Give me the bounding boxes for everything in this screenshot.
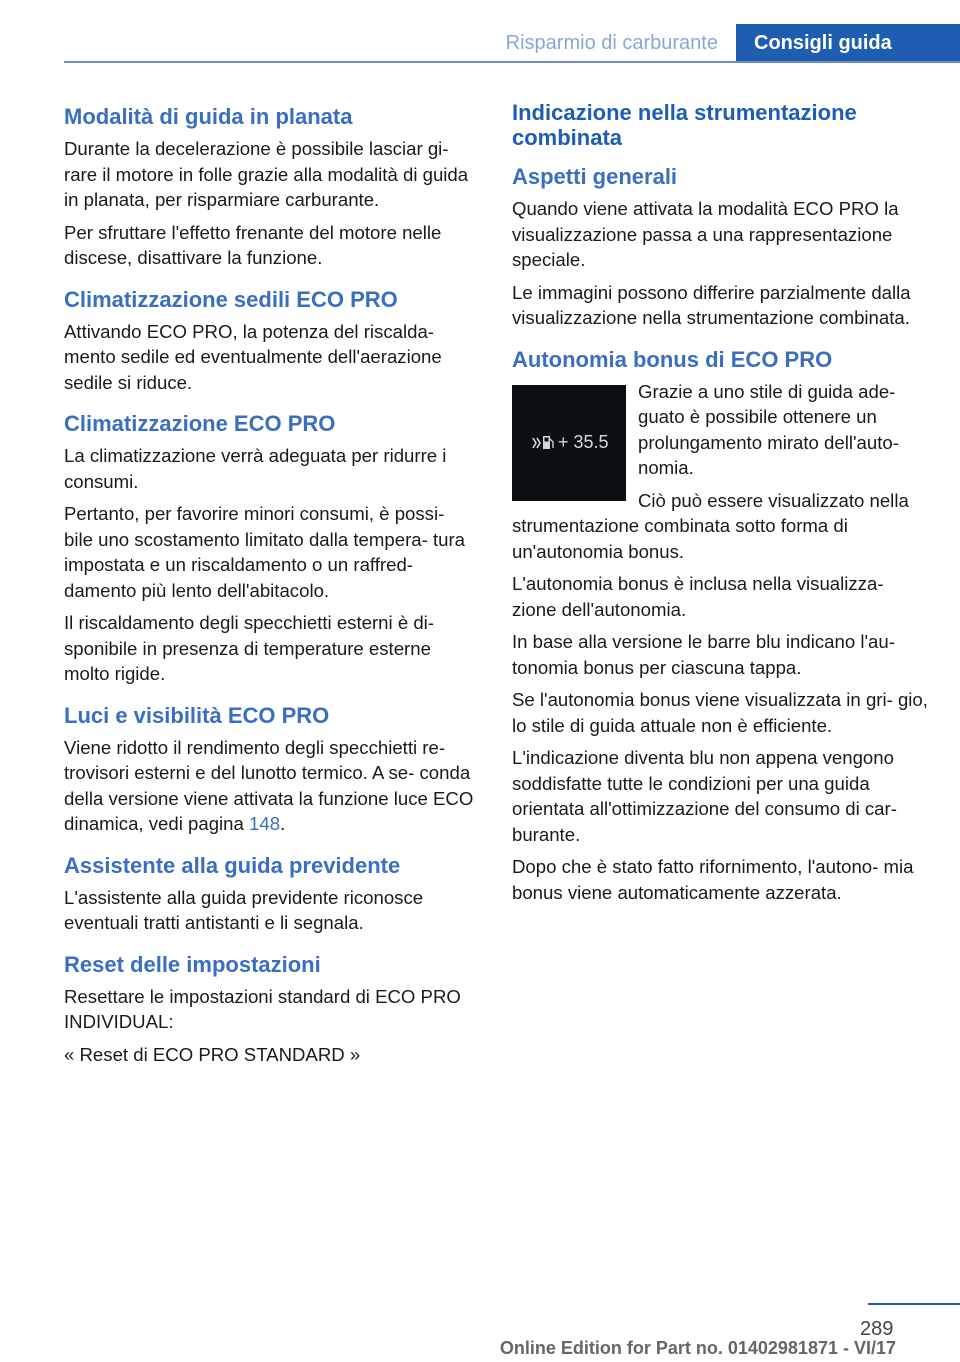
fuel-pump-icon <box>532 433 554 453</box>
paragraph: L'autonomia bonus è inclusa nella visualizza- zione dell'autonomia. <box>512 573 884 620</box>
section-title: Luci e visibilità ECO PRO <box>64 702 330 728</box>
section-title: Climatizzazione ECO PRO <box>64 411 336 436</box>
paragraph: Resettare le impostazioni standard di ECO PRO INDIVIDUAL: <box>64 985 461 1032</box>
paragraph: Dopo che è stato fatto rifornimento, l'autono- mia bonus viene automaticamente azzerata. <box>512 856 914 903</box>
paragraph: Le immagini possono differire parzialmente dalla visualizzazione nella strumentazione combinata. <box>512 281 911 328</box>
section-lights-visibility <box>64 703 478 837</box>
section-title: Climatizzazione sedili ECO PRO <box>64 286 398 312</box>
section-coasting <box>64 104 478 271</box>
page-number: 289 <box>860 1318 894 1340</box>
chapter-title: Indicazione nella strumentazione combinata <box>512 100 857 150</box>
paragraph: Ciò può essere visualizzato nella strumentazione combinata sotto forma di un'autonomia bonus. <box>512 489 909 562</box>
section-reset <box>64 952 478 1068</box>
footer-rule <box>868 1303 960 1305</box>
section-climate <box>64 411 478 687</box>
paragraph: La climatizzazione verrà adeguata per ridurre i consumi. <box>64 445 447 492</box>
paragraph: Il riscaldamento degli specchietti esterni è di- sponibile in presenza di temperature esterne molto rigide. <box>64 612 434 684</box>
paragraph: L'indicazione diventa blu non appena vengono soddisfatte tutte le condizioni per una guida orientata all'ottimizzazione del consumo di car- burante. <box>512 747 897 845</box>
header-section-label: Risparmio di carburante <box>505 32 718 54</box>
paragraph <box>64 735 478 837</box>
header-chapter-tab: Consigli guida <box>736 24 960 62</box>
section-bonus-range <box>512 347 932 906</box>
header-rule <box>64 61 960 63</box>
section-predictive-assistant <box>64 853 478 936</box>
paragraph: Per sfruttare l'effetto frenante del motore nelle discese, disattivare la funzione. <box>64 221 442 268</box>
bonus-range-readout: + 35.5 <box>558 431 609 452</box>
left-column <box>64 100 478 1083</box>
menu-path: « Reset di ECO PRO STANDARD » <box>64 1043 361 1065</box>
section-seat-climate <box>64 287 478 396</box>
section-title: Assistente alla guida previdente <box>64 852 401 878</box>
paragraph: Pertanto, per favorire minori consumi, è possi- bile uno scostamento limitato dalla tempera- tura impostata e un riscaldamento o un raffred- damento più lento dell'abitacolo. <box>64 503 466 601</box>
page-link-148[interactable]: 148 <box>249 813 281 834</box>
paragraph: Grazie a uno stile di guida ade- guato è possibile ottenere un prolungamento mirato dell'auto- nomia. <box>638 380 899 478</box>
section-title: Modalità di guida in planata <box>64 104 353 129</box>
edition-footer: Online Edition for Part no. 01402981871 - VI/17 <box>499 1338 896 1358</box>
section-general <box>512 164 932 331</box>
right-column <box>512 100 932 921</box>
paragraph: In base alla versione le barre blu indicano l'au- tonomia bonus per ciascuna tappa. <box>512 631 895 678</box>
paragraph-text: Viene ridotto il rendimento degli specchietti re- trovisori esterni e del lunotto termico. A se- conda della versione viene attivata la funzione luce ECO dinamica, vedi pagina <box>64 736 474 834</box>
paragraph: Quando viene attivata la modalità ECO PRO la visualizzazione passa a una rappresentazione speciale. <box>512 198 899 270</box>
section-title: Aspetti generali <box>512 164 678 189</box>
section-title: Autonomia bonus di ECO PRO <box>512 346 833 372</box>
section-title: Reset delle impostazioni <box>64 951 321 977</box>
paragraph-end: . <box>280 813 286 834</box>
paragraph: Durante la decelerazione è possibile lasciar gi- rare il motore in folle grazie alla modalità di guida in planata, per risparmiare carburante. <box>64 138 469 210</box>
instrument-cluster-image <box>512 385 626 501</box>
paragraph: Se l'autonomia bonus viene visualizzata in gri- gio, lo stile di guida attuale non è efficiente. <box>512 689 928 736</box>
paragraph: Attivando ECO PRO, la potenza del riscalda- mento sedile ed eventualmente dell'aerazione sedile si riduce. <box>64 320 442 393</box>
paragraph: L'assistente alla guida previdente riconosce eventuali tratti antistanti e li segnala. <box>64 886 424 933</box>
